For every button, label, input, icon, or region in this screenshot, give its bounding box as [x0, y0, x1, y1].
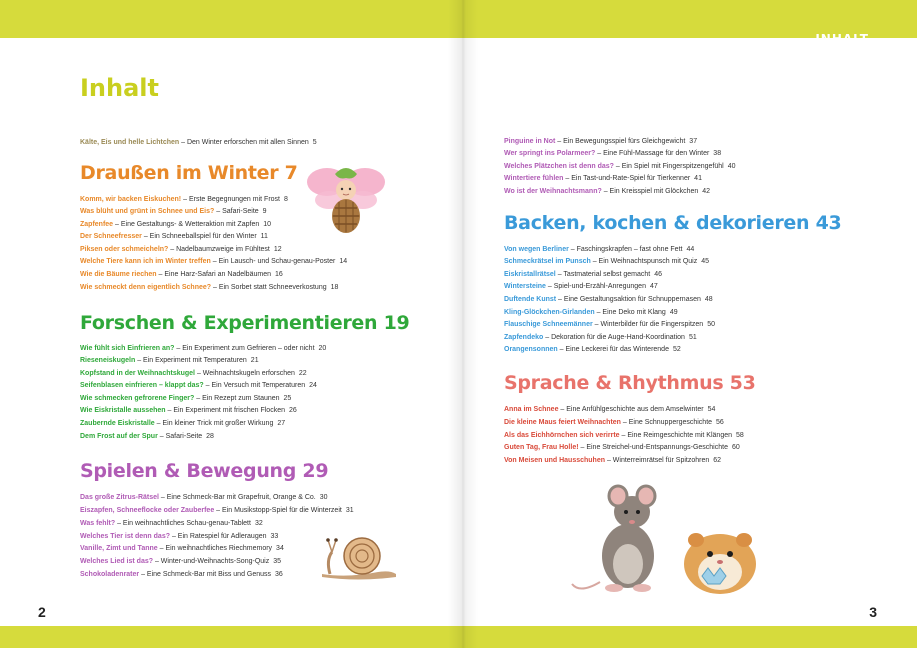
list-item — [80, 368, 307, 379]
page-number-left: 2 — [38, 604, 46, 620]
list-item — [80, 231, 268, 242]
entry-page: 41 — [694, 175, 702, 182]
list-item — [504, 319, 715, 330]
list-item — [80, 405, 297, 416]
entry-description: – Ein Schneeballspiel für den Winter — [141, 233, 257, 240]
entry-page: 31 — [345, 507, 354, 514]
entry-description: – Nadelbaumzweige im Fühltest — [168, 246, 270, 253]
right-page — [458, 0, 917, 648]
section-page: 53 — [729, 372, 756, 394]
entry-description: – Eine Fühl-Massage für den Winter — [595, 150, 710, 157]
entry-page: 33 — [270, 533, 279, 540]
entry-page: 54 — [707, 406, 716, 413]
entry-description: – Winter-und-Weihnachts-Song-Quiz — [153, 558, 270, 565]
entry-page: 36 — [275, 571, 283, 578]
entry-title: Als das Eichhörnchen sich verirrte — [504, 432, 620, 439]
entry-title: Rieseneiskugeln — [80, 357, 136, 364]
entry-description: – Eine Gestaltungsaktion für Schnuppernasen — [556, 296, 701, 303]
list-item — [504, 256, 709, 267]
entry-page: 56 — [716, 419, 724, 426]
entry-description: – Eine Reimgeschichte mit Klängen — [619, 432, 732, 439]
entry-title: Was fehlt? — [80, 520, 116, 527]
section-title: Sprache & Rhythmus — [504, 372, 724, 394]
entry-description: – Ein Weihnachtspunsch mit Quiz — [590, 258, 698, 265]
entry-title: Der Schneefresser — [80, 233, 142, 240]
entry-title: Seifenblasen einfrieren – klappt das? — [80, 382, 204, 389]
entry-title: Duftende Kunst — [504, 296, 557, 303]
entry-page: 34 — [276, 545, 284, 552]
list-item — [504, 404, 715, 415]
entry-page: 48 — [704, 296, 713, 303]
list-item — [504, 307, 678, 318]
entry-description: – Ein Lausch- und Schau-genau-Poster — [210, 258, 336, 265]
list-item — [80, 492, 328, 503]
entry-page: 49 — [669, 309, 678, 316]
entry-title: Schmeckrätsel im Punsch — [504, 258, 591, 265]
entry-description: – Ein Spiel mit Fingerspitzengefühl — [613, 163, 724, 170]
section-heading-draussen — [80, 162, 298, 184]
entry-title: Piksen oder schmeicheln? — [80, 246, 169, 253]
entry-title: Flauschige Schneemänner — [504, 321, 593, 328]
list-item — [504, 430, 744, 441]
list-item — [80, 269, 283, 280]
entry-page: 44 — [686, 246, 695, 253]
list-item — [80, 380, 317, 391]
entry-page: 38 — [713, 150, 722, 157]
entry-description: – Ein Ratespiel für Adleraugen — [170, 533, 267, 540]
entry-description: – Ein Rezept zum Staunen — [194, 395, 280, 402]
entry-page: 51 — [688, 334, 697, 341]
entry-description: – Eine Gestaltungs- & Wetteraktion mit Zapfen — [113, 221, 260, 228]
list-item — [80, 543, 284, 554]
list-item — [504, 417, 724, 428]
entry-title: Das große Zitrus-Rätsel — [80, 494, 159, 501]
entry-title: Wie die Bäume riechen — [80, 271, 157, 278]
entry-page: 5 — [312, 139, 317, 146]
list-item — [504, 269, 662, 280]
entry-page: 37 — [689, 138, 698, 145]
section-heading-backen — [504, 212, 841, 234]
left-page — [0, 0, 458, 648]
list-item — [80, 256, 347, 267]
list-item — [504, 455, 721, 466]
list-item — [80, 505, 354, 516]
entry-title: Eiszapfen, Schneeflocke oder Zauberfee — [80, 507, 215, 514]
entry-title: Pinguine in Not — [504, 138, 556, 145]
entry-page: 27 — [277, 420, 286, 427]
entry-description: – Safari-Seite — [157, 433, 203, 440]
entry-title: Die kleine Maus feiert Weihnachten — [504, 419, 621, 426]
entry-description: – Faschingskrapfen – fast ohne Fett — [568, 246, 683, 253]
entry-page: 62 — [713, 457, 722, 464]
entry-description: – Ein Experiment mit Temperaturen — [135, 357, 247, 364]
entry-title: Dem Frost auf der Spur — [80, 433, 158, 440]
section-page: 29 — [302, 460, 329, 482]
entry-title: Wie Eiskristalle aussehen — [80, 407, 166, 414]
page-title: Inhalt — [80, 74, 159, 102]
entry-description: – Ein Musikstopp-Spiel für die Winterzeit — [214, 507, 342, 514]
list-item — [80, 219, 271, 230]
entry-description: – Spiel-und-Erzähl-Anregungen — [545, 283, 646, 290]
entry-title: Zaubernde Eiskristalle — [80, 420, 155, 427]
list-item — [80, 418, 285, 429]
entry-title: Anna im Schnee — [504, 406, 559, 413]
entry-description: – Eine Anfühlgeschichte aus dem Amselwinter — [558, 406, 704, 413]
list-item — [80, 355, 259, 366]
entry-description: – Eine Schmeck-Bar mit Biss und Genuss — [139, 571, 272, 578]
entry-title: Wo ist der Weihnachtsmann? — [504, 188, 602, 195]
entry-page: 35 — [273, 558, 282, 565]
section-page: 19 — [383, 312, 410, 334]
entry-page: 9 — [262, 208, 267, 215]
entry-page: 52 — [672, 346, 681, 353]
entry-description: – Winterreimrätsel für Spitzohren — [605, 457, 710, 464]
entry-title: Wintertiere fühlen — [504, 175, 564, 182]
list-item — [80, 569, 283, 580]
entry-title: Zapfendeko — [504, 334, 544, 341]
entry-title: Wintersteine — [504, 283, 546, 290]
entry-description: – Erste Begegnungen mit Frost — [181, 196, 280, 203]
entry-page: 32 — [254, 520, 263, 527]
entry-title: Wie fühlt sich Einfrieren an? — [80, 345, 175, 352]
entry-page: 40 — [727, 163, 736, 170]
section-title: Backen, kochen & dekorieren — [504, 212, 810, 234]
entry-title: Wer springt ins Polarmeer? — [504, 150, 596, 157]
entry-description: – Ein weihnachtliches Riechmemory — [157, 545, 273, 552]
list-item — [80, 343, 326, 354]
list-item — [80, 194, 288, 205]
list-item — [504, 281, 658, 292]
entry-page: 14 — [339, 258, 348, 265]
entry-description: – Safari-Seite — [214, 208, 259, 215]
entry-page: 26 — [288, 407, 297, 414]
entry-page: 21 — [250, 357, 259, 364]
list-item — [504, 148, 721, 159]
entry-title: Schokoladenrater — [80, 571, 140, 578]
entry-description: – Ein Tast-und-Rate-Spiel für Tierkenner — [563, 175, 691, 182]
entry-title: Orangensonnen — [504, 346, 558, 353]
entry-description: – Ein Bewegungsspiel fürs Gleichgewicht — [555, 138, 686, 145]
entry-title: Eiskristallrätsel — [504, 271, 556, 278]
entry-description: – Den Winter erforschen mit allen Sinnen — [179, 139, 309, 146]
mouse-and-hamster-icon — [570, 476, 780, 604]
entry-page: 42 — [702, 188, 711, 195]
list-item — [504, 244, 694, 255]
entry-page: 46 — [654, 271, 662, 278]
entry-description: – Ein weihnachtliches Schau-genau-Tablett — [115, 520, 251, 527]
entry-description: – Eine Schnuppergeschichte — [620, 419, 713, 426]
entry-page: 18 — [330, 284, 339, 291]
list-item — [504, 332, 697, 343]
entry-description: – Dekoration für die Auge-Hand-Koordination — [543, 334, 685, 341]
entry-title: Zapfenfee — [80, 221, 114, 228]
entry-page: 24 — [309, 382, 317, 389]
pinecone-fairy-icon — [305, 160, 387, 236]
entry-description: – Ein Experiment zum Gefrieren – oder nicht — [174, 345, 315, 352]
list-item — [80, 282, 338, 293]
entry-description: – Ein Kreisspiel mit Glöckchen — [601, 188, 699, 195]
entry-page: 12 — [273, 246, 282, 253]
entry-title: Welche Tiere kann ich im Winter treffen — [80, 258, 211, 265]
list-item — [80, 556, 281, 567]
snail-icon — [318, 532, 400, 580]
page-number-right: 3 — [869, 604, 877, 620]
entry-page: 25 — [283, 395, 292, 402]
entry-page: 47 — [649, 283, 658, 290]
entry-title: Welches Lied ist das? — [80, 558, 154, 565]
entry-title: Was blüht und grünt in Schnee und Eis? — [80, 208, 215, 215]
entry-description: – Eine Schmeck-Bar mit Grapefruit, Orange & Co. — [158, 494, 316, 501]
list-item — [504, 186, 710, 197]
list-item — [504, 173, 702, 184]
list-item — [80, 518, 263, 529]
list-item — [80, 431, 214, 442]
entry-page: 30 — [319, 494, 328, 501]
section-heading-sprache — [504, 372, 756, 394]
intro-entry — [80, 137, 317, 148]
list-item — [504, 344, 681, 355]
entry-description: – Eine Streichel-und-Entspannungs-Geschichte — [578, 444, 728, 451]
section-title: Draußen im Winter — [80, 162, 279, 184]
entry-description: – Eine Leckerei für das Winterende — [557, 346, 669, 353]
header-label: INHALT — [815, 32, 869, 46]
list-item — [504, 294, 713, 305]
entry-page: 11 — [260, 233, 268, 240]
entry-page: 28 — [206, 433, 214, 440]
list-item — [80, 393, 291, 404]
list-item — [80, 206, 267, 217]
entry-title: Kling-Glöckchen-Girlanden — [504, 309, 595, 316]
entry-description: – Ein Experiment mit frischen Flocken — [165, 407, 285, 414]
entry-description: – Eine Harz-Safari an Nadelbäumen — [156, 271, 271, 278]
section-title: Forschen & Experimentieren — [80, 312, 378, 334]
list-item — [504, 136, 697, 147]
entry-title: Guten Tag, Frau Holle! — [504, 444, 579, 451]
entry-title: Von Meisen und Hausschuhen — [504, 457, 605, 464]
book-gutter — [448, 0, 478, 648]
list-item — [80, 244, 282, 255]
entry-description: – Eine Deko mit Klang — [594, 309, 666, 316]
entry-description: – Tastmaterial selbst gemacht — [555, 271, 651, 278]
entry-description: – Ein Versuch mit Temperaturen — [203, 382, 306, 389]
entry-title: Welches Plätzchen ist denn das? — [504, 163, 614, 170]
entry-page: 22 — [298, 370, 307, 377]
entry-title: Komm, wir backen Eiskuchen! — [80, 196, 182, 203]
entry-page: 10 — [263, 221, 272, 228]
section-page: 7 — [284, 162, 298, 184]
entry-title: Wie schmeckt denn eigentlich Schnee? — [80, 284, 212, 291]
section-heading-forschen — [80, 312, 409, 334]
entry-page: 8 — [284, 196, 288, 203]
entry-page: 20 — [318, 345, 327, 352]
entry-description: – Weihnachtskugeln erforschen — [195, 370, 295, 377]
entry-title: Kälte, Eis und helle Lichtchen — [80, 139, 180, 146]
section-page: 43 — [815, 212, 842, 234]
entry-page: 58 — [736, 432, 744, 439]
entry-page: 50 — [707, 321, 715, 328]
list-item — [504, 442, 740, 453]
entry-title: Welches Tier ist denn das? — [80, 533, 170, 540]
entry-page: 45 — [701, 258, 710, 265]
list-item — [80, 531, 278, 542]
entry-description: – Ein kleiner Trick mit großer Wirkung — [154, 420, 274, 427]
entry-description: – Ein Sorbet statt Schneeverkostung — [211, 284, 327, 291]
entry-title: Kopfstand in der Weihnachtskugel — [80, 370, 195, 377]
list-item — [504, 161, 736, 172]
entry-page: 60 — [731, 444, 740, 451]
section-heading-spielen — [80, 460, 328, 482]
entry-description: – Winterbilder für die Fingerspitzen — [592, 321, 704, 328]
entry-title: Wie schmecken gefrorene Finger? — [80, 395, 195, 402]
entry-title: Von wegen Berliner — [504, 246, 569, 253]
section-title: Spielen & Bewegung — [80, 460, 297, 482]
entry-page: 16 — [274, 271, 283, 278]
entry-title: Vanille, Zimt und Tanne — [80, 545, 158, 552]
